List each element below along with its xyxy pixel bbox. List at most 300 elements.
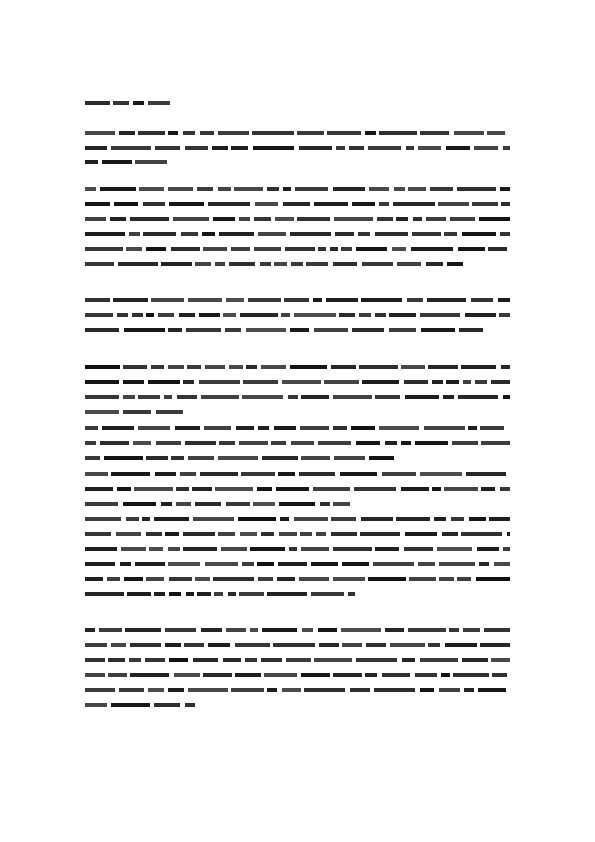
text-word	[176, 502, 191, 506]
text-word	[126, 247, 142, 251]
text-word	[99, 628, 122, 632]
text-word	[173, 217, 209, 221]
text-word	[176, 487, 189, 491]
text-word	[458, 395, 498, 399]
body-text-line	[85, 673, 510, 677]
text-word	[458, 247, 485, 251]
text-word	[462, 232, 496, 236]
text-word	[311, 592, 344, 596]
text-word	[375, 547, 399, 551]
text-word	[139, 187, 164, 191]
text-word	[358, 232, 370, 236]
text-word	[123, 502, 156, 506]
text-word	[475, 380, 487, 384]
text-word	[282, 380, 321, 384]
text-word	[428, 365, 458, 369]
text-word	[326, 298, 358, 302]
text-word	[161, 502, 172, 506]
text-word	[85, 441, 96, 445]
text-word	[434, 517, 446, 521]
text-word	[426, 262, 443, 266]
text-word	[375, 313, 386, 317]
text-word	[302, 628, 313, 632]
text-word	[451, 517, 464, 521]
text-word	[85, 517, 121, 521]
text-word	[333, 577, 365, 581]
text-word	[333, 673, 362, 677]
text-word	[236, 426, 254, 430]
text-word	[158, 313, 174, 317]
text-word	[185, 146, 208, 150]
text-word	[262, 456, 298, 460]
body-text-line	[85, 643, 510, 647]
text-word	[289, 547, 297, 551]
text-word	[503, 395, 510, 399]
text-word	[117, 313, 128, 317]
text-word	[294, 517, 328, 521]
text-word	[439, 577, 454, 581]
text-word	[226, 298, 244, 302]
text-word	[223, 313, 236, 317]
text-word	[155, 472, 176, 476]
text-word	[295, 187, 328, 191]
text-word	[350, 688, 370, 692]
text-word	[203, 247, 227, 251]
text-word	[441, 673, 450, 677]
text-word	[294, 313, 336, 317]
text-word	[331, 532, 357, 536]
text-word	[185, 703, 195, 707]
text-word	[491, 658, 510, 662]
text-word	[257, 487, 272, 491]
body-text-line	[85, 426, 510, 430]
text-word	[201, 628, 222, 632]
body-text-line	[85, 547, 510, 551]
body-text-line	[85, 456, 395, 460]
text-word	[200, 131, 214, 135]
text-word	[183, 380, 194, 384]
text-word	[111, 643, 126, 647]
text-word	[146, 247, 166, 251]
text-word	[420, 472, 462, 476]
text-word	[85, 160, 98, 164]
text-word	[138, 395, 160, 399]
text-word	[154, 517, 189, 521]
text-word	[430, 187, 453, 191]
text-word	[392, 247, 406, 251]
text-word	[291, 262, 303, 266]
text-word	[156, 441, 181, 445]
text-word	[449, 628, 459, 632]
text-word	[200, 472, 238, 476]
text-word	[418, 146, 441, 150]
text-word	[271, 441, 286, 445]
text-word	[221, 547, 247, 551]
text-word	[299, 146, 332, 150]
text-word	[501, 202, 510, 206]
text-word	[503, 146, 510, 150]
text-word	[415, 441, 448, 445]
text-word	[418, 562, 435, 566]
text-word	[267, 688, 277, 692]
text-word	[85, 532, 111, 536]
text-word	[362, 262, 393, 266]
text-word	[85, 131, 115, 135]
text-word	[446, 146, 470, 150]
text-word	[149, 547, 163, 551]
text-word	[406, 146, 414, 150]
text-word	[226, 502, 250, 506]
body-text-line	[85, 202, 510, 206]
text-word	[143, 202, 165, 206]
text-word	[118, 262, 158, 266]
text-word	[85, 365, 120, 369]
text-word	[240, 532, 257, 536]
text-word	[405, 532, 437, 536]
text-word	[192, 487, 212, 491]
text-word	[432, 380, 443, 384]
text-word	[121, 547, 146, 551]
text-word	[215, 262, 225, 266]
text-word	[108, 673, 127, 677]
text-word	[382, 673, 410, 677]
body-text-line	[85, 328, 483, 332]
text-word	[463, 380, 471, 384]
text-word	[193, 517, 234, 521]
text-word	[165, 628, 196, 632]
text-word	[333, 502, 350, 506]
text-word	[342, 562, 369, 566]
text-word	[401, 487, 429, 491]
text-word	[442, 532, 458, 536]
text-word	[197, 187, 213, 191]
body-text-line	[85, 395, 510, 399]
text-word	[85, 247, 123, 251]
text-word	[492, 673, 507, 677]
text-word	[478, 688, 506, 692]
text-word	[300, 532, 312, 536]
text-word	[468, 426, 477, 430]
text-word	[385, 628, 404, 632]
text-word	[117, 487, 131, 491]
text-word	[151, 365, 164, 369]
text-word	[379, 131, 417, 135]
text-word	[130, 217, 169, 221]
text-word	[202, 232, 215, 236]
text-word	[424, 426, 465, 430]
text-word	[477, 547, 499, 551]
text-word	[420, 313, 460, 317]
text-word	[85, 456, 100, 460]
text-word	[301, 395, 329, 399]
text-word	[205, 365, 225, 369]
text-word	[420, 131, 449, 135]
text-word	[218, 131, 249, 135]
text-word	[299, 577, 329, 581]
text-word	[229, 262, 255, 266]
text-word	[246, 365, 257, 369]
text-word	[138, 131, 165, 135]
text-word	[85, 146, 107, 150]
text-word	[267, 187, 279, 191]
text-word	[85, 472, 108, 476]
text-word	[129, 232, 140, 236]
text-word	[107, 577, 120, 581]
text-word	[235, 643, 270, 647]
text-word	[335, 232, 354, 236]
text-word	[407, 298, 423, 302]
text-word	[132, 313, 143, 317]
text-word	[314, 328, 348, 332]
text-word	[168, 131, 178, 135]
text-word	[181, 232, 198, 236]
text-word	[119, 688, 144, 692]
text-word	[146, 532, 162, 536]
text-word	[408, 187, 426, 191]
text-word	[462, 658, 488, 662]
text-word	[108, 658, 125, 662]
text-word	[411, 247, 453, 251]
text-word	[135, 160, 167, 164]
text-word	[195, 262, 211, 266]
text-word	[356, 441, 380, 445]
text-word	[443, 395, 454, 399]
text-word	[168, 547, 180, 551]
text-word	[352, 202, 375, 206]
text-word	[85, 628, 95, 632]
text-word	[488, 247, 507, 251]
body-text-line	[85, 160, 167, 164]
text-word	[489, 517, 510, 521]
text-word	[288, 395, 298, 399]
text-word	[481, 487, 495, 491]
text-word	[254, 217, 271, 221]
text-word	[85, 262, 114, 266]
body-text-line	[85, 187, 510, 191]
text-word	[413, 217, 422, 221]
text-word	[333, 547, 372, 551]
text-word	[85, 426, 98, 430]
text-word	[274, 262, 287, 266]
text-word	[110, 217, 126, 221]
text-word	[415, 673, 437, 677]
text-word	[461, 365, 496, 369]
body-text-line	[85, 562, 510, 566]
body-text-line	[85, 313, 510, 317]
text-word	[469, 517, 486, 521]
text-word	[239, 592, 264, 596]
text-word	[116, 532, 141, 536]
text-word	[85, 187, 96, 191]
text-word	[320, 502, 330, 506]
text-word	[487, 131, 505, 135]
text-word	[193, 658, 218, 662]
text-word	[404, 547, 433, 551]
text-word	[362, 380, 399, 384]
body-text-line	[85, 247, 510, 251]
text-word	[100, 187, 136, 191]
text-word	[208, 643, 230, 647]
text-word	[373, 562, 414, 566]
text-word	[243, 380, 278, 384]
text-word	[402, 658, 415, 662]
text-word	[260, 262, 271, 266]
text-word	[304, 688, 345, 692]
text-word	[494, 562, 510, 566]
text-word	[291, 441, 314, 445]
text-word	[85, 688, 115, 692]
text-word	[334, 217, 373, 221]
text-word	[146, 313, 154, 317]
text-word	[283, 202, 310, 206]
text-word	[438, 202, 469, 206]
text-word	[498, 298, 510, 302]
text-word	[316, 532, 326, 536]
text-word	[255, 202, 278, 206]
text-word	[397, 262, 421, 266]
text-word	[284, 298, 309, 302]
text-word	[204, 426, 231, 430]
text-word	[213, 217, 235, 221]
text-word	[389, 328, 416, 332]
text-word	[444, 232, 457, 236]
text-word	[454, 131, 484, 135]
text-word	[195, 577, 210, 581]
text-word	[165, 532, 179, 536]
text-word	[356, 658, 397, 662]
text-word	[426, 217, 446, 221]
text-word	[404, 380, 428, 384]
text-word	[385, 441, 397, 445]
text-word	[463, 628, 480, 632]
body-text-line	[85, 487, 510, 491]
text-word	[188, 688, 228, 692]
text-word	[85, 410, 119, 414]
body-text-line	[85, 298, 510, 302]
text-word	[428, 643, 440, 647]
text-word	[393, 202, 435, 206]
text-word	[427, 298, 466, 302]
text-word	[439, 688, 460, 692]
text-word	[213, 577, 254, 581]
text-word	[183, 131, 195, 135]
text-word	[481, 441, 510, 445]
text-word	[500, 187, 510, 191]
body-text-line	[85, 441, 510, 445]
text-word	[135, 562, 165, 566]
text-word	[156, 410, 183, 414]
text-word	[457, 577, 471, 581]
text-word	[218, 532, 235, 536]
text-word	[331, 517, 356, 521]
text-word	[231, 247, 250, 251]
text-word	[471, 298, 493, 302]
text-word	[359, 365, 398, 369]
text-word	[250, 547, 285, 551]
text-word	[379, 202, 389, 206]
text-word	[169, 658, 188, 662]
text-word	[185, 441, 216, 445]
text-word	[340, 472, 377, 476]
text-word	[348, 592, 355, 596]
text-word	[85, 298, 110, 302]
text-word	[238, 517, 276, 521]
text-word	[341, 247, 352, 251]
text-word	[168, 365, 184, 369]
text-word	[290, 232, 331, 236]
text-word	[361, 298, 402, 302]
text-word	[401, 365, 425, 369]
text-word	[354, 487, 396, 491]
text-word	[239, 441, 268, 445]
text-word	[278, 472, 295, 476]
text-word	[85, 643, 107, 647]
text-word	[300, 426, 329, 430]
text-word	[85, 502, 118, 506]
text-word	[445, 643, 477, 647]
text-word	[333, 187, 365, 191]
text-word	[155, 146, 180, 150]
body-text-line	[85, 146, 510, 150]
body-text-line	[85, 532, 510, 536]
text-word	[327, 131, 361, 135]
text-word	[85, 202, 110, 206]
text-word	[208, 202, 250, 206]
text-word	[245, 658, 257, 662]
text-word	[242, 395, 283, 399]
text-word	[85, 592, 124, 596]
text-word	[365, 673, 377, 677]
text-word	[379, 426, 419, 430]
text-word	[408, 628, 446, 632]
text-word	[474, 146, 498, 150]
text-word	[134, 487, 173, 491]
text-word	[501, 365, 510, 369]
text-word	[283, 187, 291, 191]
text-word	[359, 313, 371, 317]
text-word	[285, 247, 315, 251]
text-word	[258, 577, 273, 581]
text-word	[500, 232, 510, 236]
text-word	[169, 202, 204, 206]
text-word	[168, 688, 184, 692]
text-word	[464, 688, 474, 692]
text-word	[472, 202, 498, 206]
text-word	[278, 562, 307, 566]
text-word	[174, 673, 200, 677]
text-word	[171, 456, 184, 460]
text-word	[133, 441, 151, 445]
text-word	[154, 703, 180, 707]
text-word	[229, 365, 243, 369]
text-word	[102, 426, 134, 430]
body-text-line	[85, 658, 510, 662]
text-word	[120, 562, 131, 566]
text-word	[161, 262, 192, 266]
text-word	[215, 487, 253, 491]
text-word	[142, 517, 150, 521]
text-word	[301, 547, 329, 551]
text-word	[253, 502, 275, 506]
text-word	[175, 426, 200, 430]
text-word	[432, 487, 441, 491]
text-word	[262, 628, 297, 632]
text-word	[242, 562, 254, 566]
text-word	[439, 562, 475, 566]
text-word	[239, 217, 250, 221]
text-word	[214, 592, 223, 596]
text-word	[104, 456, 143, 460]
